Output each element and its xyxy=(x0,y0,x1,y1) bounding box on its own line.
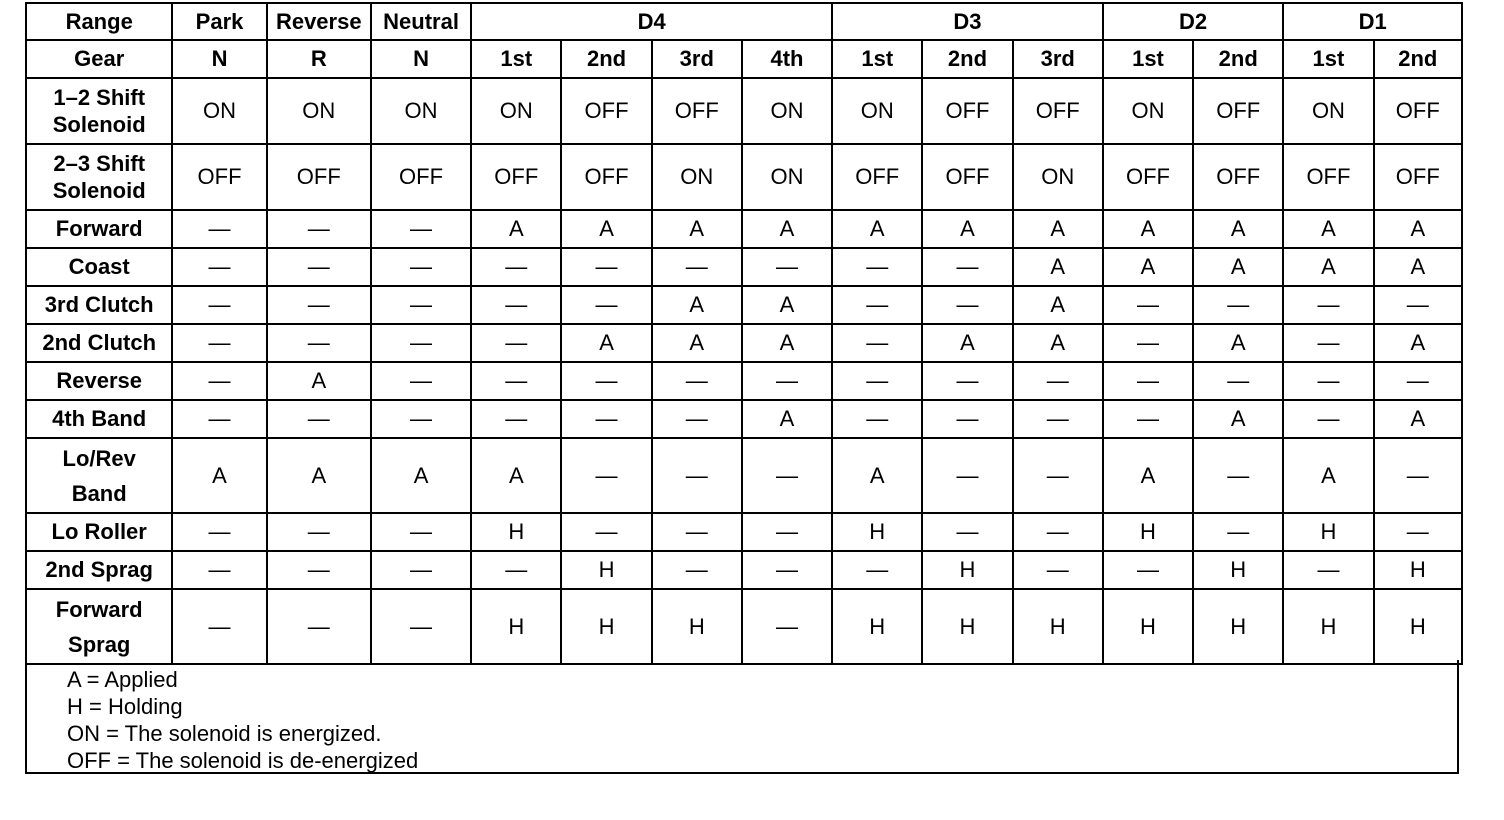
table-cell: A xyxy=(652,324,742,362)
table-cell: — xyxy=(267,286,371,324)
table-cell: A xyxy=(1283,210,1373,248)
table-cell: H xyxy=(1103,589,1193,664)
table-cell: A xyxy=(471,210,561,248)
table-cell: — xyxy=(561,286,651,324)
table-cell: OFF xyxy=(832,144,922,210)
table-cell: A xyxy=(1193,248,1283,286)
table-cell: A xyxy=(1374,324,1462,362)
table-row xyxy=(26,513,1462,551)
table-cell: OFF xyxy=(1193,144,1283,210)
table-cell: — xyxy=(652,513,742,551)
row-label-line: Band xyxy=(71,480,127,506)
table-cell: A xyxy=(922,210,1012,248)
table-cell: — xyxy=(922,400,1012,438)
table-cell: — xyxy=(561,362,651,400)
table-cell: A xyxy=(742,286,832,324)
row-label xyxy=(26,400,172,438)
row-label-line: 2nd Clutch xyxy=(42,330,157,356)
table-cell: H xyxy=(1374,589,1462,664)
table-cell: A xyxy=(1103,210,1193,248)
table-cell: — xyxy=(742,551,832,589)
table-cell: — xyxy=(832,324,922,362)
table-cell: — xyxy=(267,589,371,664)
table-row xyxy=(26,551,1462,589)
gear-header-label: Gear xyxy=(26,40,172,78)
table-cell: — xyxy=(471,248,561,286)
table-cell: H xyxy=(471,589,561,664)
table-cell: H xyxy=(922,551,1012,589)
table-cell: — xyxy=(1283,551,1373,589)
table-cell: — xyxy=(742,438,832,513)
clutch-application-chart xyxy=(25,2,1463,665)
table-cell: A xyxy=(742,210,832,248)
row-label-line: 1–2 Shift xyxy=(53,85,146,110)
table-cell: OFF xyxy=(1103,144,1193,210)
row-label xyxy=(26,324,172,362)
gear-header-cell: 2nd xyxy=(1374,40,1462,78)
table-cell: A xyxy=(1013,210,1103,248)
table-cell: H xyxy=(652,589,742,664)
table-cell: — xyxy=(172,362,266,400)
row-label xyxy=(26,286,172,324)
table-cell: — xyxy=(471,400,561,438)
legend xyxy=(25,660,1459,774)
table-cell: — xyxy=(742,362,832,400)
gear-header-cell: 2nd xyxy=(561,40,651,78)
table-cell: OFF xyxy=(1193,78,1283,144)
legend-line: OFF = The solenoid is de-energized xyxy=(67,748,419,773)
row-label-line: 3rd Clutch xyxy=(44,292,154,318)
table-cell: — xyxy=(922,362,1012,400)
table-cell: — xyxy=(1283,324,1373,362)
table-cell: A xyxy=(1103,248,1193,286)
table-cell: A xyxy=(371,438,471,513)
table-cell: — xyxy=(1103,286,1193,324)
row-label-line: Sprag xyxy=(68,631,131,657)
gear-header-row xyxy=(26,40,1462,78)
row-label-line: 2–3 Shift xyxy=(53,151,146,176)
table-cell: — xyxy=(832,248,922,286)
table-cell: — xyxy=(371,248,471,286)
table-cell: A xyxy=(1374,248,1462,286)
row-label-line: Lo Roller xyxy=(51,519,147,545)
table-cell: — xyxy=(371,210,471,248)
table-cell: H xyxy=(922,589,1012,664)
table-cell: OFF xyxy=(922,144,1012,210)
table-cell: — xyxy=(267,400,371,438)
gear-header-cell: N xyxy=(172,40,266,78)
table-cell: A xyxy=(172,438,266,513)
gear-header-cell: 1st xyxy=(471,40,561,78)
table-cell: — xyxy=(1013,438,1103,513)
table-cell: H xyxy=(561,589,651,664)
table-cell: OFF xyxy=(1283,144,1373,210)
table-cell: — xyxy=(561,400,651,438)
table-cell: A xyxy=(1013,324,1103,362)
table-cell: — xyxy=(832,286,922,324)
table-cell: — xyxy=(172,551,266,589)
table-cell: — xyxy=(371,400,471,438)
table-cell: — xyxy=(371,513,471,551)
table-cell: — xyxy=(1193,513,1283,551)
table-cell: — xyxy=(267,210,371,248)
table-cell: — xyxy=(832,551,922,589)
table-cell: — xyxy=(172,400,266,438)
table-cell: H xyxy=(1193,589,1283,664)
table-cell: — xyxy=(172,210,266,248)
table-cell: — xyxy=(471,324,561,362)
table-row xyxy=(26,286,1462,324)
table-row xyxy=(26,324,1462,362)
table-cell: ON xyxy=(371,78,471,144)
table-cell: — xyxy=(922,248,1012,286)
table-cell: — xyxy=(1013,400,1103,438)
table-cell: — xyxy=(1374,362,1462,400)
table-cell: — xyxy=(652,551,742,589)
table-row xyxy=(26,248,1462,286)
table-cell: — xyxy=(172,248,266,286)
table-cell: — xyxy=(172,286,266,324)
table-cell: H xyxy=(832,513,922,551)
table-cell: H xyxy=(1283,589,1373,664)
gear-header-cell: 2nd xyxy=(1193,40,1283,78)
table-cell: OFF xyxy=(652,78,742,144)
table-cell: — xyxy=(1013,362,1103,400)
row-label-line: 2nd Sprag xyxy=(45,557,153,583)
table-cell: H xyxy=(471,513,561,551)
table-cell: A xyxy=(1283,438,1373,513)
table-cell: A xyxy=(742,400,832,438)
table-cell: — xyxy=(371,589,471,664)
table-cell: H xyxy=(1283,513,1373,551)
table-cell: — xyxy=(561,513,651,551)
table-row xyxy=(26,144,1462,210)
table-cell: — xyxy=(371,362,471,400)
row-label-line: 4th Band xyxy=(52,406,147,432)
table-cell: A xyxy=(1374,210,1462,248)
table-cell: ON xyxy=(742,144,832,210)
range-header-cell: Neutral xyxy=(371,3,471,40)
table-cell: H xyxy=(1103,513,1193,551)
row-label xyxy=(26,362,172,400)
legend-line: A = Applied xyxy=(67,667,178,692)
row-label xyxy=(26,438,172,513)
gear-header-cell: 3rd xyxy=(1013,40,1103,78)
gear-header-cell: R xyxy=(267,40,371,78)
table-cell: OFF xyxy=(371,144,471,210)
table-cell: A xyxy=(652,210,742,248)
row-label-line: Solenoid xyxy=(52,112,146,137)
table-cell: ON xyxy=(471,78,561,144)
table-cell: — xyxy=(471,362,561,400)
table-cell: — xyxy=(561,248,651,286)
table-cell: — xyxy=(172,589,266,664)
table-cell: OFF xyxy=(471,144,561,210)
table-cell: — xyxy=(172,513,266,551)
row-label-line: Reverse xyxy=(56,368,143,394)
row-label-line: Forward xyxy=(55,216,143,242)
row-label-line: Lo/Rev xyxy=(62,445,136,471)
table-cell: A xyxy=(1193,400,1283,438)
range-header-cell: D2 xyxy=(1103,3,1283,40)
table-cell: A xyxy=(1193,210,1283,248)
table-cell: H xyxy=(1013,589,1103,664)
table-cell: — xyxy=(561,438,651,513)
table-cell: — xyxy=(371,551,471,589)
table-cell: OFF xyxy=(172,144,266,210)
table-cell: H xyxy=(1193,551,1283,589)
table-cell: — xyxy=(832,400,922,438)
table-cell: — xyxy=(267,248,371,286)
legend-line: ON = The solenoid is energized. xyxy=(67,721,382,746)
table-cell: OFF xyxy=(1013,78,1103,144)
table-cell: — xyxy=(1013,551,1103,589)
table-cell: A xyxy=(561,324,651,362)
row-label xyxy=(26,144,172,210)
table-cell: A xyxy=(471,438,561,513)
gear-header-cell: 1st xyxy=(1103,40,1193,78)
table-cell: — xyxy=(267,551,371,589)
table-cell: ON xyxy=(742,78,832,144)
gear-header-cell: N xyxy=(371,40,471,78)
table-cell: — xyxy=(1193,438,1283,513)
legend-line: H = Holding xyxy=(67,694,183,719)
table-cell: — xyxy=(1103,324,1193,362)
range-header-label: Range xyxy=(26,3,172,40)
table-cell: — xyxy=(1374,513,1462,551)
table-cell: — xyxy=(267,513,371,551)
gear-header-cell: 1st xyxy=(832,40,922,78)
table-cell: — xyxy=(1374,438,1462,513)
table-cell: ON xyxy=(832,78,922,144)
row-label xyxy=(26,248,172,286)
range-header-cell: D4 xyxy=(471,3,832,40)
row-label xyxy=(26,551,172,589)
table-cell: — xyxy=(1013,513,1103,551)
table-cell: OFF xyxy=(922,78,1012,144)
table-cell: A xyxy=(267,438,371,513)
table-cell: — xyxy=(742,513,832,551)
table-row xyxy=(26,438,1462,513)
table-cell: ON xyxy=(1283,78,1373,144)
table-cell: OFF xyxy=(561,144,651,210)
table-cell: — xyxy=(652,438,742,513)
table-cell: — xyxy=(1283,400,1373,438)
table-cell: OFF xyxy=(1374,78,1462,144)
table-cell: — xyxy=(1103,362,1193,400)
table-cell: — xyxy=(1193,362,1283,400)
table-cell: A xyxy=(267,362,371,400)
table-cell: ON xyxy=(652,144,742,210)
table-cell: A xyxy=(1283,248,1373,286)
row-label xyxy=(26,210,172,248)
table-row xyxy=(26,78,1462,144)
row-label-line: Forward xyxy=(55,596,143,622)
table-cell: A xyxy=(1013,248,1103,286)
table-cell: OFF xyxy=(267,144,371,210)
table-cell: — xyxy=(922,286,1012,324)
table-cell: — xyxy=(1103,551,1193,589)
table-cell: — xyxy=(832,362,922,400)
table-cell: — xyxy=(1103,400,1193,438)
table-row xyxy=(26,589,1462,664)
range-header-cell: Park xyxy=(172,3,266,40)
gear-header-cell: 3rd xyxy=(652,40,742,78)
table-row xyxy=(26,400,1462,438)
row-label xyxy=(26,513,172,551)
table-cell: — xyxy=(742,589,832,664)
gear-header-cell: 1st xyxy=(1283,40,1373,78)
table-cell: — xyxy=(922,438,1012,513)
table-cell: — xyxy=(742,248,832,286)
row-label-line: Coast xyxy=(68,254,130,280)
gear-header-cell: 2nd xyxy=(922,40,1012,78)
table-cell: ON xyxy=(1013,144,1103,210)
table-cell: A xyxy=(1374,400,1462,438)
range-header-row xyxy=(26,3,1462,40)
table-cell: A xyxy=(1013,286,1103,324)
table-cell: — xyxy=(1283,286,1373,324)
table-row xyxy=(26,210,1462,248)
table-cell: — xyxy=(267,324,371,362)
table-cell: — xyxy=(922,513,1012,551)
table-cell: — xyxy=(371,324,471,362)
table-cell: H xyxy=(832,589,922,664)
table-cell: OFF xyxy=(1374,144,1462,210)
gear-header-cell: 4th xyxy=(742,40,832,78)
table-cell: H xyxy=(1374,551,1462,589)
table-cell: — xyxy=(371,286,471,324)
table-cell: ON xyxy=(267,78,371,144)
table-cell: A xyxy=(832,210,922,248)
range-header-cell: D3 xyxy=(832,3,1103,40)
row-label xyxy=(26,589,172,664)
row-label-line: Solenoid xyxy=(52,178,146,203)
table-cell: A xyxy=(832,438,922,513)
table-cell: ON xyxy=(1103,78,1193,144)
table-cell: — xyxy=(652,248,742,286)
table-cell: — xyxy=(471,551,561,589)
table-cell: — xyxy=(1283,362,1373,400)
row-label xyxy=(26,78,172,144)
table-cell: H xyxy=(561,551,651,589)
table-row xyxy=(26,362,1462,400)
table-cell: — xyxy=(1374,286,1462,324)
range-header-cell: D1 xyxy=(1283,3,1462,40)
table-cell: — xyxy=(652,362,742,400)
table-cell: OFF xyxy=(561,78,651,144)
table-cell: A xyxy=(742,324,832,362)
table-cell: — xyxy=(652,400,742,438)
table-cell: A xyxy=(1103,438,1193,513)
table-cell: — xyxy=(471,286,561,324)
range-header-cell: Reverse xyxy=(267,3,371,40)
table-cell: A xyxy=(922,324,1012,362)
table-cell: A xyxy=(561,210,651,248)
table-cell: A xyxy=(652,286,742,324)
table-cell: ON xyxy=(172,78,266,144)
table-cell: A xyxy=(1193,324,1283,362)
table-cell: — xyxy=(172,324,266,362)
table-cell: — xyxy=(1193,286,1283,324)
